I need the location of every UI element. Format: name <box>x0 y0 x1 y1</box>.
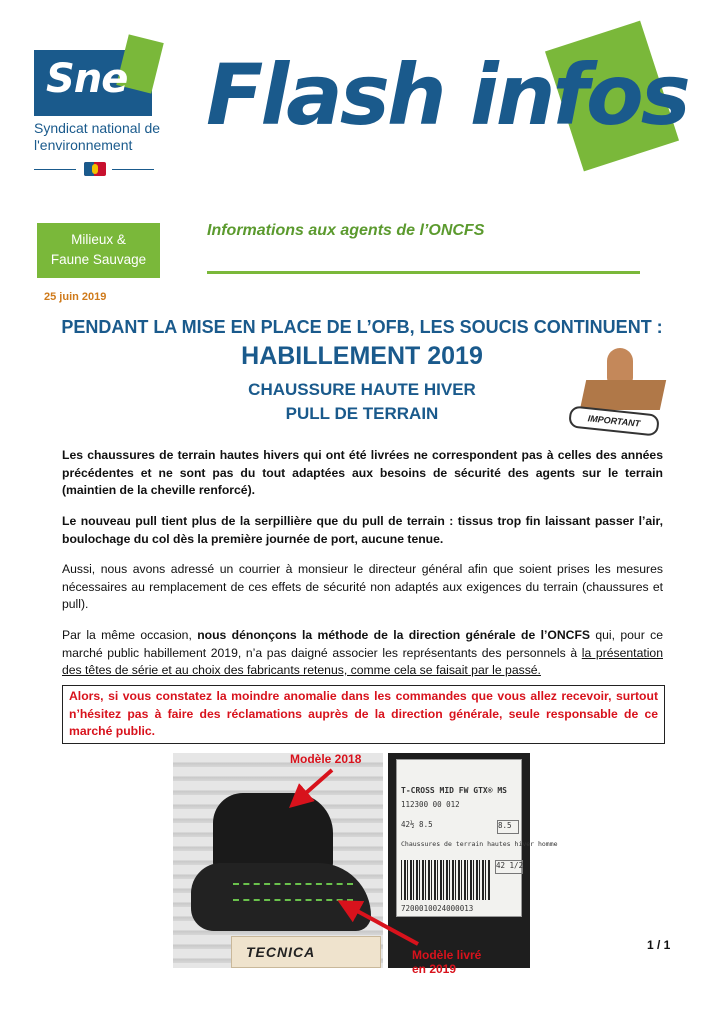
label-model: T-CROSS MID FW GTX® MS <box>401 786 507 795</box>
badge-line2: Faune Sauvage <box>50 252 147 267</box>
heading-main: PENDANT LA MISE EN PLACE DE L’OFB, LES SOUCIS CONTINUENT : <box>61 317 663 337</box>
box-brand: TECNICA <box>246 944 316 960</box>
label-code: 7200010024000013 <box>401 904 474 913</box>
stamp-label: IMPORTANT <box>568 405 660 436</box>
page-number: 1 / 1 <box>647 938 671 952</box>
arrow-2019-icon <box>348 906 418 944</box>
logo-word: Sne <box>46 56 128 102</box>
page-title: Flash infos <box>206 46 688 144</box>
callout-2019-line2: en 2019 <box>412 962 457 976</box>
p4-part-c: qui, pour ce marché public habillement 2019, n’a pas daigné associer les représentants des personnels à <box>62 628 663 660</box>
label-size: 42½ 8.5 <box>401 820 433 829</box>
heading-chaussure: CHAUSSURE HAUTE HIVER <box>248 380 476 399</box>
paragraph-courrier: Aussi, nous avons adressé un courrier à monsieur le directeur général afin que soient prises les mesures nécessaires au remplacement de ces effets de sécurité non adaptés aux exigences du terrain (chaussures et pull). <box>62 562 663 611</box>
arrow-2018-icon <box>298 770 332 800</box>
badge-line1: Milieux & <box>71 232 126 247</box>
label-ref: 112300 00 012 <box>401 800 460 809</box>
alert-box: Alors, si vous constatez la moindre anomalie dans les commandes que vous allez recevoir, surtout n’hésitez pas à faire des réclamations auprès de la direction générale, seule responsable de ce marché public. <box>62 685 665 744</box>
callout-2019-line1: Modèle livré <box>412 948 482 962</box>
paragraph-chaussures: Les chaussures de terrain hautes hivers qui ont été livrées ne correspondent pas à celles des années précédentes et ne sont pas du tout adaptées aux besoins de sécurité des agents sur le terrain (maintien de la cheville renforcé). <box>62 448 663 497</box>
p4-part-b: nous dénonçons la méthode de la direction générale de l’ONCFS <box>197 628 591 642</box>
paragraph-pull: Le nouveau pull tient plus de la serpillière que du pull de terrain : tissus trop fin laissant passer l’air, boulochage du col dès la première journée de port, aucune tenue. <box>62 514 663 546</box>
publication-date: 25 juin 2019 <box>44 291 107 303</box>
heading-habillement: HABILLEMENT 2019 <box>241 342 483 370</box>
label-sizebox2: 42 1/2 <box>495 860 523 874</box>
label-desc: Chaussures de terrain hautes hiver homme <box>401 840 558 848</box>
subtitle: Informations aux agents de l’ONCFS <box>207 222 485 239</box>
label-sizebox: 8.5 <box>497 820 519 834</box>
callout-modele-2018: Modèle 2018 <box>290 752 362 766</box>
logo-org-line1: Syndicat national de <box>34 120 161 136</box>
p4-part-d: la présentation des têtes de série et au choix des fabricants retenus, comme cela se faisait par le passé. <box>62 645 663 677</box>
heading-pull: PULL DE TERRAIN <box>285 404 439 423</box>
logo-org-line2: l'environnement <box>34 137 133 153</box>
p4-part-a: Par la même occasion, <box>62 628 198 642</box>
